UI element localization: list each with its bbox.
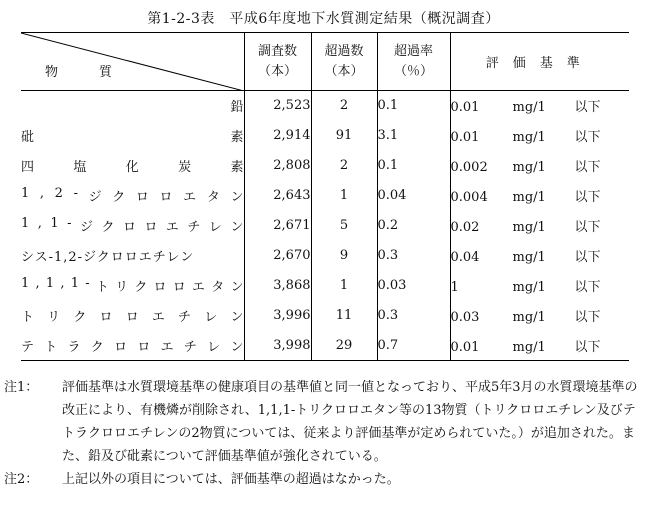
exceeded-count: 2 xyxy=(311,151,377,181)
exceed-rate: 0.03 xyxy=(377,271,450,301)
criterion-unit: mg/1 xyxy=(512,310,546,325)
substance-name-part: リ xyxy=(115,280,129,295)
substance-name-part: ン xyxy=(230,220,244,235)
substance-name-part: レ xyxy=(204,310,218,325)
substance-name xyxy=(21,241,244,271)
substance-name-part: 炭 xyxy=(178,160,192,175)
header-rate-line1: 超過率 xyxy=(393,43,433,59)
substance-name-part: エ xyxy=(160,339,174,355)
substance-name-part: 1 xyxy=(70,276,79,291)
substance-name-part: ラ xyxy=(67,339,81,355)
substance-name-part: 素 xyxy=(230,130,244,145)
substance-name-part: シス-1,2-ジクロロエチレン xyxy=(21,250,195,265)
criterion-comparison: 以下 xyxy=(574,160,601,175)
substance-name-part: ト xyxy=(44,339,58,355)
header-exceeded xyxy=(311,33,377,91)
header-surveyed-line1: 調査数 xyxy=(257,43,297,59)
substance-name-part: 四 xyxy=(21,160,35,175)
criterion-comparison: 以下 xyxy=(574,190,601,205)
substance-name-part: ロ xyxy=(114,339,128,355)
exceeded-count: 11 xyxy=(311,301,377,331)
substance-name-part: タ xyxy=(206,190,220,205)
table-row xyxy=(21,301,629,331)
substance-name-text xyxy=(21,276,244,295)
criterion-value: 0.01 xyxy=(450,130,480,145)
criterion-unit: mg/1 xyxy=(512,160,546,175)
exceeded-count: 5 xyxy=(311,211,377,241)
criterion-comparison: 以下 xyxy=(574,280,601,295)
substance-name xyxy=(21,271,244,301)
substance-name-part: 素 xyxy=(230,160,244,175)
table-row xyxy=(21,121,629,151)
substance-name-part: ロ xyxy=(144,220,158,235)
criterion-comparison: 以下 xyxy=(574,250,601,265)
criterion-unit: mg/1 xyxy=(512,280,546,295)
substance-name-text xyxy=(21,336,244,355)
surveyed-count: 2,523 xyxy=(244,91,311,121)
criterion-comparison: 以下 xyxy=(574,220,601,235)
criterion-cell xyxy=(450,331,629,361)
criterion-comparison: 以下 xyxy=(574,310,601,325)
substance-name-text xyxy=(21,96,244,115)
criterion-value: 0.01 xyxy=(450,100,480,116)
substance-name-part: エ xyxy=(165,220,179,235)
criterion-unit: mg/1 xyxy=(512,339,546,355)
exceed-rate: 0.7 xyxy=(377,331,450,361)
header-criterion: 評価基準 xyxy=(450,33,629,91)
substance-name-part: ン xyxy=(230,310,244,325)
header-substance xyxy=(21,33,244,91)
substance-name-part: 砒 xyxy=(21,130,35,145)
criterion-cell xyxy=(450,151,629,181)
substance-name-part: ロ xyxy=(172,280,186,295)
note-1 xyxy=(0,376,640,468)
substance-name-part: - xyxy=(67,216,72,231)
header-rate xyxy=(377,33,450,91)
substance-name-part: ン xyxy=(230,280,244,295)
criterion-cell xyxy=(450,301,629,331)
table-row xyxy=(21,241,629,271)
criterion-cell xyxy=(450,271,629,301)
substance-name-part: 1 xyxy=(50,216,59,231)
criterion-unit: mg/1 xyxy=(512,220,546,235)
criterion-cell xyxy=(450,121,629,151)
table-row xyxy=(21,91,629,121)
substance-name xyxy=(21,331,244,361)
substance-name xyxy=(21,121,244,151)
exceed-rate: 0.3 xyxy=(377,241,450,271)
substance-name-part: - xyxy=(85,276,90,291)
criterion-value: 0.04 xyxy=(450,250,480,265)
substance-name-part: タ xyxy=(211,280,225,295)
substance-name-part: レ xyxy=(208,220,222,235)
note-1-label: 注1： xyxy=(4,380,39,395)
notes xyxy=(0,376,640,491)
surveyed-count: 2,808 xyxy=(244,151,311,181)
substance-name-part: ク xyxy=(134,280,148,295)
exceed-rate: 0.3 xyxy=(377,301,450,331)
results-table xyxy=(21,32,629,361)
criterion-cell xyxy=(450,241,629,271)
substance-name-text xyxy=(21,246,244,265)
substance-name-part: ク xyxy=(112,190,126,205)
exceeded-count: 1 xyxy=(311,181,377,211)
substance-name-part: ク xyxy=(101,220,115,235)
table-row xyxy=(21,181,629,211)
table-row xyxy=(21,151,629,181)
surveyed-count: 3,998 xyxy=(244,331,311,361)
substance-name xyxy=(21,301,244,331)
exceeded-count: 1 xyxy=(311,271,377,301)
substance-name-part: ジ xyxy=(88,190,102,205)
substance-name-text xyxy=(21,186,244,205)
table-row xyxy=(21,211,629,241)
substance-name-part: ロ xyxy=(125,310,139,325)
substance-name-part: 1 xyxy=(45,276,55,291)
substance-name-part: 2 xyxy=(54,186,63,201)
substance-name-part: 鉛 xyxy=(230,100,244,116)
criterion-unit: mg/1 xyxy=(512,130,546,145)
note-1-text: 評価基準は水質環境基準の健康項目の基準値と同一値となっており、平成5年3月の水質環境基準の改正により、有機燐が削除され、1,1,1-トリクロロエタン等の13物質（トリクロロエチレン及びテトラクロロエチレンの2物質については、従来より評価基準が定められていた。）が追加された。また、鉛及び砒素について評価基準値が強化されている。 xyxy=(62,380,638,464)
exceed-rate: 3.1 xyxy=(377,121,450,151)
substance-name-part: , xyxy=(37,216,42,231)
exceed-rate: 0.2 xyxy=(377,211,450,241)
surveyed-count: 2,643 xyxy=(244,181,311,211)
table-title: 第1-2-3表 平成6年度地下水質測定結果（概況調査） xyxy=(147,11,500,27)
criterion-value: 0.03 xyxy=(450,310,480,325)
header-exceeded-line1: 超過数 xyxy=(324,43,364,59)
criterion-cell xyxy=(450,91,629,121)
substance-name-part: リ xyxy=(47,310,61,325)
substance-name-part: ロ xyxy=(99,310,113,325)
substance-name-part: ク xyxy=(73,310,87,325)
exceed-rate: 0.1 xyxy=(377,91,450,121)
note-2-label: 注2： xyxy=(4,472,39,487)
substance-name-part: ロ xyxy=(135,190,149,205)
exceed-rate: 0.04 xyxy=(377,181,450,211)
substance-name-part: - xyxy=(73,186,78,201)
table-row xyxy=(21,271,629,301)
substance-name-part: 1 xyxy=(21,186,30,201)
substance-name-part: チ xyxy=(178,310,192,325)
criterion-unit: mg/1 xyxy=(512,100,546,116)
substance-name-part: ロ xyxy=(122,220,136,235)
substance-name-part: ロ xyxy=(159,190,173,205)
table-row xyxy=(21,331,629,361)
substance-name xyxy=(21,181,244,211)
substance-name-part: , xyxy=(60,276,65,291)
substance-name-part: ロ xyxy=(153,280,167,295)
criterion-cell xyxy=(450,181,629,211)
exceeded-count: 9 xyxy=(311,241,377,271)
substance-name-part: チ xyxy=(183,339,197,355)
criterion-unit: mg/1 xyxy=(512,190,546,205)
criterion-value: 1 xyxy=(450,280,459,295)
table-body xyxy=(21,91,629,361)
criterion-value: 0.002 xyxy=(450,160,488,175)
header-row xyxy=(21,33,629,91)
header-rate-line2: （％） xyxy=(393,63,433,79)
criterion-comparison: 以下 xyxy=(574,100,601,116)
substance-name-part: 1 xyxy=(21,276,30,291)
substance-name-part: 塩 xyxy=(73,160,87,175)
criterion-comparison: 以下 xyxy=(574,130,601,145)
criterion-comparison: 以下 xyxy=(574,339,601,355)
exceeded-count: 2 xyxy=(311,91,377,121)
substance-name xyxy=(21,91,244,121)
substance-name-text xyxy=(21,156,244,175)
substance-name-part: ト xyxy=(95,280,109,295)
surveyed-count: 3,868 xyxy=(244,271,311,301)
note-2 xyxy=(0,468,640,491)
substance-name-part: 化 xyxy=(125,160,139,175)
exceeded-count: 29 xyxy=(311,331,377,361)
substance-name-part: ク xyxy=(90,339,104,355)
surveyed-count: 2,670 xyxy=(244,241,311,271)
substance-name-text xyxy=(21,126,244,145)
substance-name-part: ン xyxy=(230,190,244,205)
exceed-rate: 0.1 xyxy=(377,151,450,181)
substance-name-part: ン xyxy=(230,339,244,355)
substance-name-part: ト xyxy=(21,310,35,325)
header-substance-label: 物 質 xyxy=(45,65,127,80)
substance-name-part: 1 xyxy=(21,216,30,231)
substance-name-part: ジ xyxy=(79,220,93,235)
substance-name-text xyxy=(21,306,244,325)
substance-name-text xyxy=(21,216,244,235)
criterion-value: 0.02 xyxy=(450,220,480,235)
substance-name-part: , xyxy=(39,186,45,201)
exceeded-count: 91 xyxy=(311,121,377,151)
header-surveyed xyxy=(244,33,311,91)
criterion-value: 0.01 xyxy=(450,339,480,355)
header-surveyed-line2: （本） xyxy=(257,63,297,79)
criterion-unit: mg/1 xyxy=(512,250,546,265)
substance-name-part: エ xyxy=(151,310,165,325)
substance-name-part: , xyxy=(35,276,40,291)
substance-name-part: チ xyxy=(187,220,201,235)
surveyed-count: 3,996 xyxy=(244,301,311,331)
note-2-text: 上記以外の項目については、評価基準の超過はなかった。 xyxy=(62,472,400,487)
substance-name-part: ロ xyxy=(137,339,151,355)
criterion-value: 0.004 xyxy=(450,190,488,205)
substance-name xyxy=(21,211,244,241)
substance-name xyxy=(21,151,244,181)
header-exceeded-line2: （本） xyxy=(324,63,364,79)
surveyed-count: 2,914 xyxy=(244,121,311,151)
substance-name-part: エ xyxy=(183,190,197,205)
substance-name-part: レ xyxy=(207,339,221,355)
substance-name-part: エ xyxy=(192,280,206,295)
substance-name-part: テ xyxy=(21,339,35,355)
criterion-cell xyxy=(450,211,629,241)
surveyed-count: 2,671 xyxy=(244,211,311,241)
